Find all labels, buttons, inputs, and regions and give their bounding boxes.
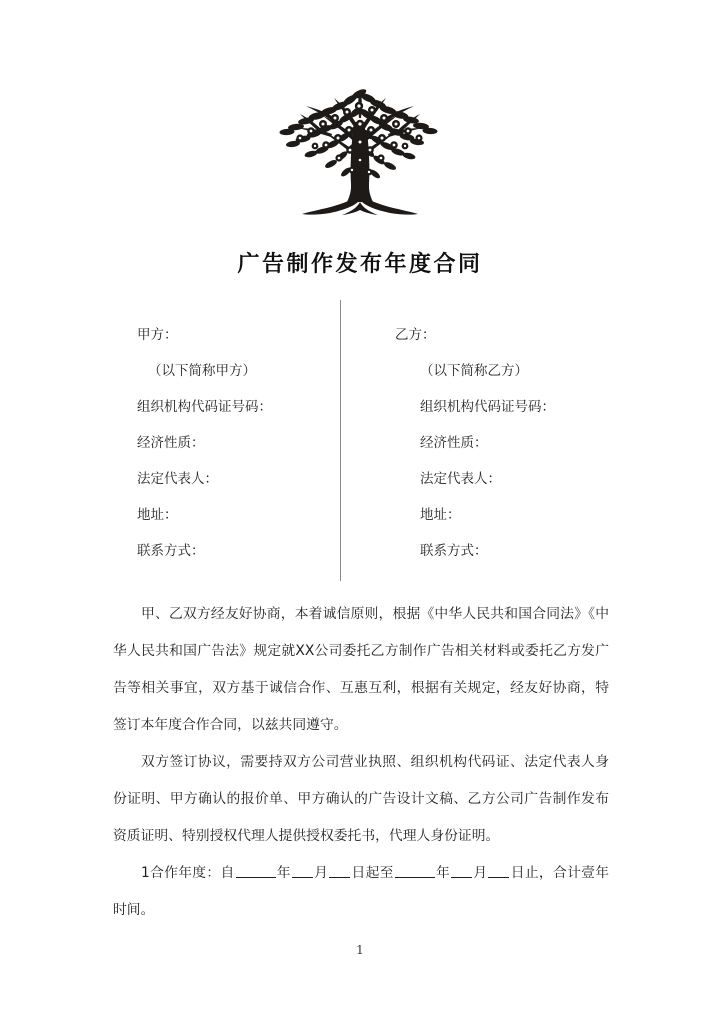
- blank-start-day: [329, 877, 350, 878]
- page-title: 广告制作发布年度合同: [237, 251, 483, 277]
- contract-body: [113, 596, 609, 929]
- party-a-contact: 联系方式：: [137, 543, 205, 559]
- documents-paragraph: 双方签订协议，需要持双方公司营业执照、组织机构代码证、法定代表人身份证明、甲方确认的报价单、甲方确认的广告设计文稿、乙方公司广告制作发布资质证明、特别授权代理人提供授权委托书，代理人身份证明。: [113, 754, 609, 844]
- party-b-legal-representative: 法定代表人：: [420, 471, 501, 487]
- blank-end-day: [488, 877, 509, 878]
- clause-1-seg-1: 年: [276, 865, 291, 881]
- party-a-economic-nature: 经济性质：: [137, 435, 205, 451]
- party-a-heading: 甲方：: [137, 327, 178, 343]
- clause-1-seg-4: 年: [435, 865, 451, 881]
- clause-1-cooperation-year: [113, 855, 609, 929]
- clause-1-prefix: 1合作年度：自: [141, 865, 235, 881]
- preamble-paragraph: 甲、乙双方经友好协商，本着诚信原则，根据《中华人民共和国合同法》《中华人民共和国广告法》规定就XX公司委托乙方制作广告相关材料或委托乙方发广告等相关事宜，双方基于诚信合作、互惠互利，根据有关规定，经友好协商，特签订本年度合作合同，以兹共同遵守。: [113, 606, 609, 733]
- party-b-column: [395, 326, 645, 578]
- page-number: 1: [356, 943, 364, 957]
- party-a-address: 地址：: [137, 507, 178, 523]
- blank-end-year: [395, 877, 435, 878]
- clause-1-seg-2: 月: [313, 865, 329, 881]
- olive-tree-logo: [0, 82, 720, 232]
- party-a-legal-representative: 法定代表人：: [137, 471, 218, 487]
- parties-section: [0, 326, 720, 586]
- clause-1-seg-5: 月: [473, 865, 488, 881]
- party-a-alias: （以下简称甲方）: [148, 363, 256, 379]
- party-b-contact: 联系方式：: [420, 543, 488, 559]
- party-a-column: [137, 326, 337, 578]
- blank-start-year: [236, 877, 276, 878]
- column-divider: [340, 300, 341, 581]
- party-b-address: 地址：: [420, 507, 461, 523]
- blank-end-month: [451, 877, 472, 878]
- party-b-heading: 乙方：: [395, 327, 436, 343]
- party-a-org-code: 组织机构代码证号码：: [137, 399, 272, 415]
- blank-start-month: [292, 877, 313, 878]
- clause-1-seg-3: 日起至: [351, 865, 394, 881]
- party-b-economic-nature: 经济性质：: [420, 435, 488, 451]
- party-b-alias: （以下简称乙方）: [420, 363, 528, 379]
- party-b-org-code: 组织机构代码证号码：: [420, 399, 555, 415]
- clause-1-seg-6: 日止，合计壹年时间。: [113, 865, 610, 918]
